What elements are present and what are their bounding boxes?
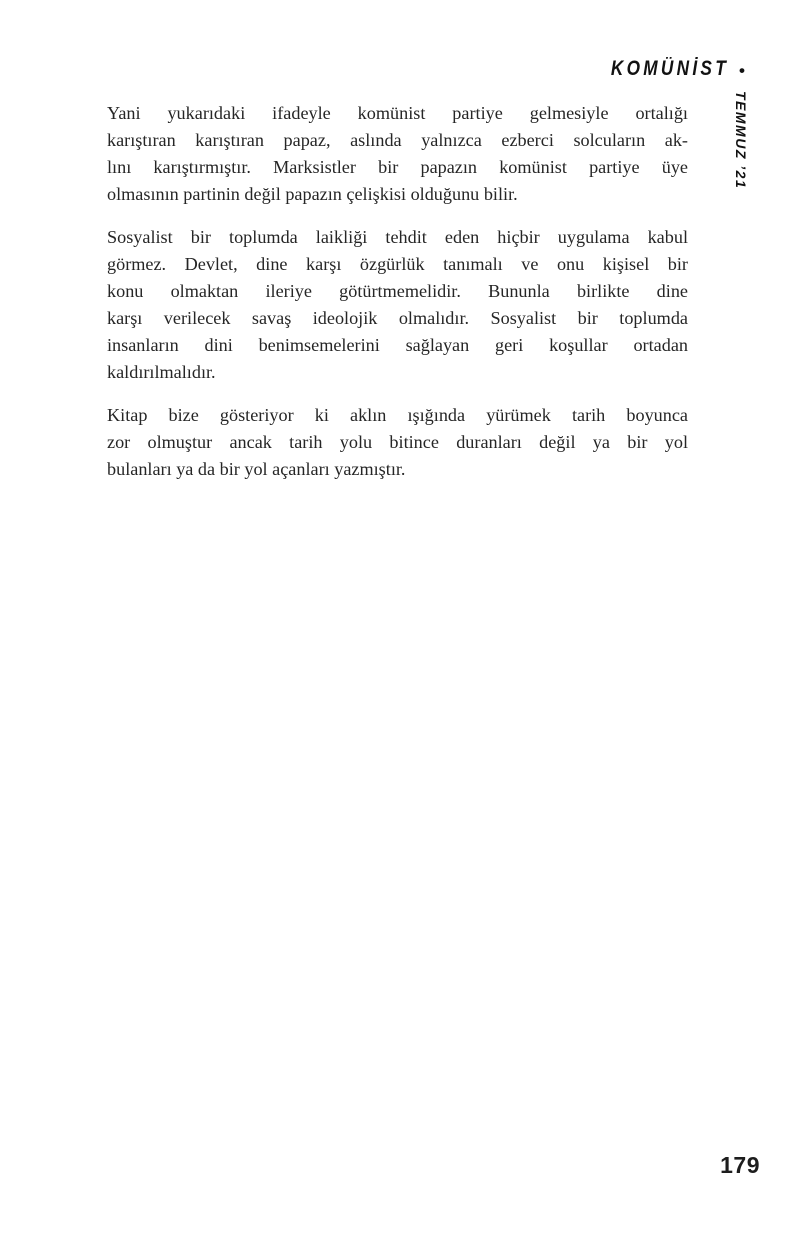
text-line: görmez. Devlet, dine karşı özgürlük tanımalı ve onu kişisel bir	[107, 254, 688, 274]
text-line: karşı verilecek savaş ideolojik olmalıdır. Sosyalist bir toplumda	[107, 308, 688, 328]
text-line: Kitap bize gösteriyor ki aklın ışığında yürümek tarih boyunca	[107, 405, 688, 425]
text-line: kaldırılmalıdır.	[107, 362, 216, 382]
body-paragraph	[107, 100, 688, 208]
text-line: Yani yukarıdaki ifadeyle komünist partiye gelmesiyle ortalığı	[107, 103, 688, 123]
text-line: Sosyalist bir toplumda laikliği tehdit eden hiçbir uygulama kabul	[107, 227, 688, 247]
page-number: 179	[720, 1152, 760, 1178]
text-line: zor olmuştur ancak tarih yolu bitince duranları değil ya bir yol	[107, 432, 688, 452]
text-line: insanların dini benimsemelerini sağlayan geri koşullar ortadan	[107, 335, 688, 355]
running-header	[585, 57, 745, 81]
text-line: karıştıran karıştıran papaz, aslında yalnızca ezberci solcuların ak-	[107, 130, 688, 150]
body-text	[107, 100, 688, 499]
bullet-icon: •	[739, 60, 745, 80]
magazine-title: KOMÜNİST	[610, 57, 730, 80]
issue-label-vertical: TEMMUZ ’21	[733, 91, 749, 190]
body-paragraph	[107, 224, 688, 386]
text-line: olmasının partinin değil papazın çelişkisi olduğunu bilir.	[107, 184, 518, 204]
text-line: bulanları ya da bir yol açanları yazmıştır.	[107, 459, 406, 479]
text-line: lını karıştırmıştır. Marksistler bir papazın komünist partiye üye	[107, 157, 688, 177]
body-paragraph	[107, 402, 688, 483]
text-line: konu olmaktan ileriye götürtmemelidir. Bununla birlikte dine	[107, 281, 688, 301]
